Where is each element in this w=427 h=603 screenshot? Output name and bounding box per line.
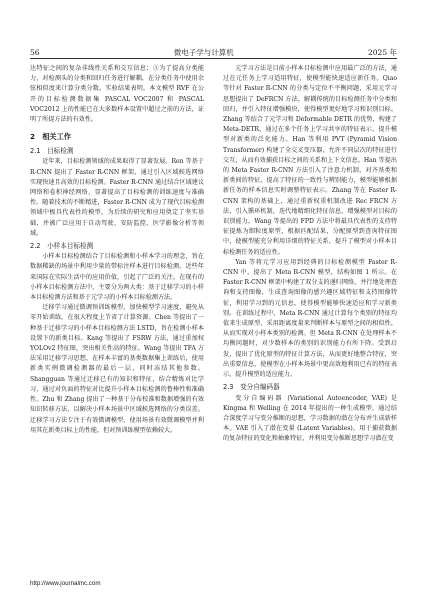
journal-url: http://www.journalmc.com xyxy=(30,580,101,587)
subsection-heading-object-detection: 2.1 目标检测 xyxy=(30,147,74,156)
left-column xyxy=(30,64,204,436)
body-paragraph: 变分自编码器 (Variational Autoencoder, VAE) 是 Kingma 和 Welling 在 2014 年提出的一种生成模型，通过结合深度学习与变分推断的思想，学习数据的潜在分布并生成新样本。VAE 引入了潜在变量 (Latent Variables)，用于捕获数据的复杂特征的变化和抽象特征，并利用变分推断思想学习潜在变 xyxy=(223,394,397,443)
journal-name: 微电子学与计算机 xyxy=(173,47,234,57)
body-paragraph: Yan 等将元学习应用到经典的目标检测模型 Faster R-CNN 中，提出了 Meta R-CNN 模型，结构如图 1 所示。在 Faster R-CNN 框架中构建了双分支的递归网络，并行地处理查询和支持图像，生成查询图像的感兴趣区域特征和支持图像特征，利用学习到的元信息，使得模型能够快速适应和学习新类别。在训练过程中，Meta R-CNN 通过计算每个类别的特征均值来生成原型，采用距离度量来判断样本与原型之间的相似性，从而实现对小样本类别的检测。但 Meta R-CNN 在处理样本不均衡问题时，对少数样本的类别的识别能力有所下降。受到启发，提出了优化原型的特征计算方法，从而更好地整合特征，突出重要信息，使模型在小样本场景中更高效地利用已有的特征表示，提升模型的适应能力。 xyxy=(223,258,397,379)
body-paragraph: 小样本目标检测结合了目标检测和小样本学习的理念，旨在数据稀缺的场景中利用少量的带标注样本进行目标检测。近些年来国际在实际生活中的应用价值，引起了广泛的关注。在现有的小样本目标检测方法中，主要分为两大类：基于迁移学习的小样本目标检测方法和基于元学习的小样本目标检测方法。 xyxy=(30,253,204,302)
body-paragraph: 元学习方法是目前小样本目标检测中应用最广泛的方法，通过在元任务上学习适用特征，使模型能快速适应新任务。Qiao 等针对 Faster R-CNN 的分类与定位不平衡问题，采用元学习思想提出了 DeFRCN 方法，解耦传统的目标检测任务中分类和回归，并引入特征增强模块，使得模型更好地学习和识别目标。Zhang 等结合了元学习和 Deformable DETR 的优势，构建了 Meta-DETR，通过在多个任务上学习共享的特征表示，提升模型对新类的泛化能力。Han 等利用 PVT (Pyramid Vision Transformer) 构建了全交叉变压器，允许不同层次的特征进行交互，从而有效捕获目标之间的关系和上下文信息。Han 等提出的 Meta Faster R-CNN 方法引入了注意力机制，对齐基类和新类间的特征，提高了特征的一致性与辨别能力，模型能够根据新任务的样本信息实时调整特征表示。Zhang 等在 Faster R-CNN 架构的基础上，通过重新权重机制改进 Rec FRCN 方法，引入循环机制，迭代地精细化特征信息，增强模型对目标的识别能力。Wang 等提出的 FPD 方法中将最具代表性的支持特征提炼为细粒度原型，根据匹配结果，分配原型到查询特征图中，使模型能充分利用详细的特征关系，提升了模型对小样本目标检测任务的适应性。 xyxy=(223,65,397,256)
subsection-heading-vae: 2.3 变分自编码器 xyxy=(223,383,280,392)
page-header xyxy=(30,44,397,59)
intro-paragraph: 达特征之间的复杂非线性关系和交互信息；③为了提高分类能力，对检测头的分类和回归任务进行解耦，在分类任务中使用余弦相似度来计算分类分数。实验结果表明，本文模型 RVF 在公开的目标检测数据集 PASCAL VOC2007 和 PASCAL VOC2012 上的性能已在大多数样本设置中超过之前的方法，证明了所提方法的有效性。 xyxy=(30,65,204,124)
body-paragraph: 近年来，目标检测领域的成果取得了显著发展。Ren 等基于 R-CNN 提出了 Faster R-CNN 框架，通过引入区域候选网络实现快速且高效的目标检测。Faster R-CNN 通过结合区域建议网络和卷积神经网络，显著提高了目标检测的训练速度与准确性。随着技术的不断精进，Faster R-CNN 成为了现代目标检测领域中极具代表性的模型，为后续的研究和应用奠定了坚实基础，并被广泛应用于自动驾驶、安防监控、医学影像分析等领域。 xyxy=(30,158,204,237)
subsection-heading-few-shot-detection: 2.2 小样本目标检测 xyxy=(30,242,94,251)
right-column xyxy=(223,64,397,445)
section-heading: 2 相关工作 xyxy=(30,132,71,142)
publication-year: 2025 年 xyxy=(368,47,397,57)
body-paragraph: 迁移学习通过微调预训练模型，加快模型学习速度，避免从零开始训练，在很大程度上节省了计算资源。Chen 等提出了一种基于迁移学习的小样本目标检测方法 LSTD，旨在检测小样本设置下的新类目标。Kang 等提出了 FSRW 方法，通过重加权 YOLOv2 特征图，突出相关性高的特征。Wang 等提出 TFA 方法采用迁移学习思想，在样本丰富的基类数据集上训练后，使用新类实例微调检测器的最后一层，同时冻结其他参数。Shangguan 等通过迁移已有的知识和特征，结合精炼对比学习，通过对负面的特征对比提升小样本目标检测的鲁棒性和准确性。Zhu 和 Zhang 提出了一种基于分布校准和数据增强的有效知识转移方法，以解决小样本场景中区域候选网络的分类误差。迁移学习方法专注于有效微调模型，使用场景有效微调模型并利用其在新类目标上的性能，但对预训练模型依赖较大。 xyxy=(30,304,204,434)
page-number: 56 xyxy=(30,47,40,57)
